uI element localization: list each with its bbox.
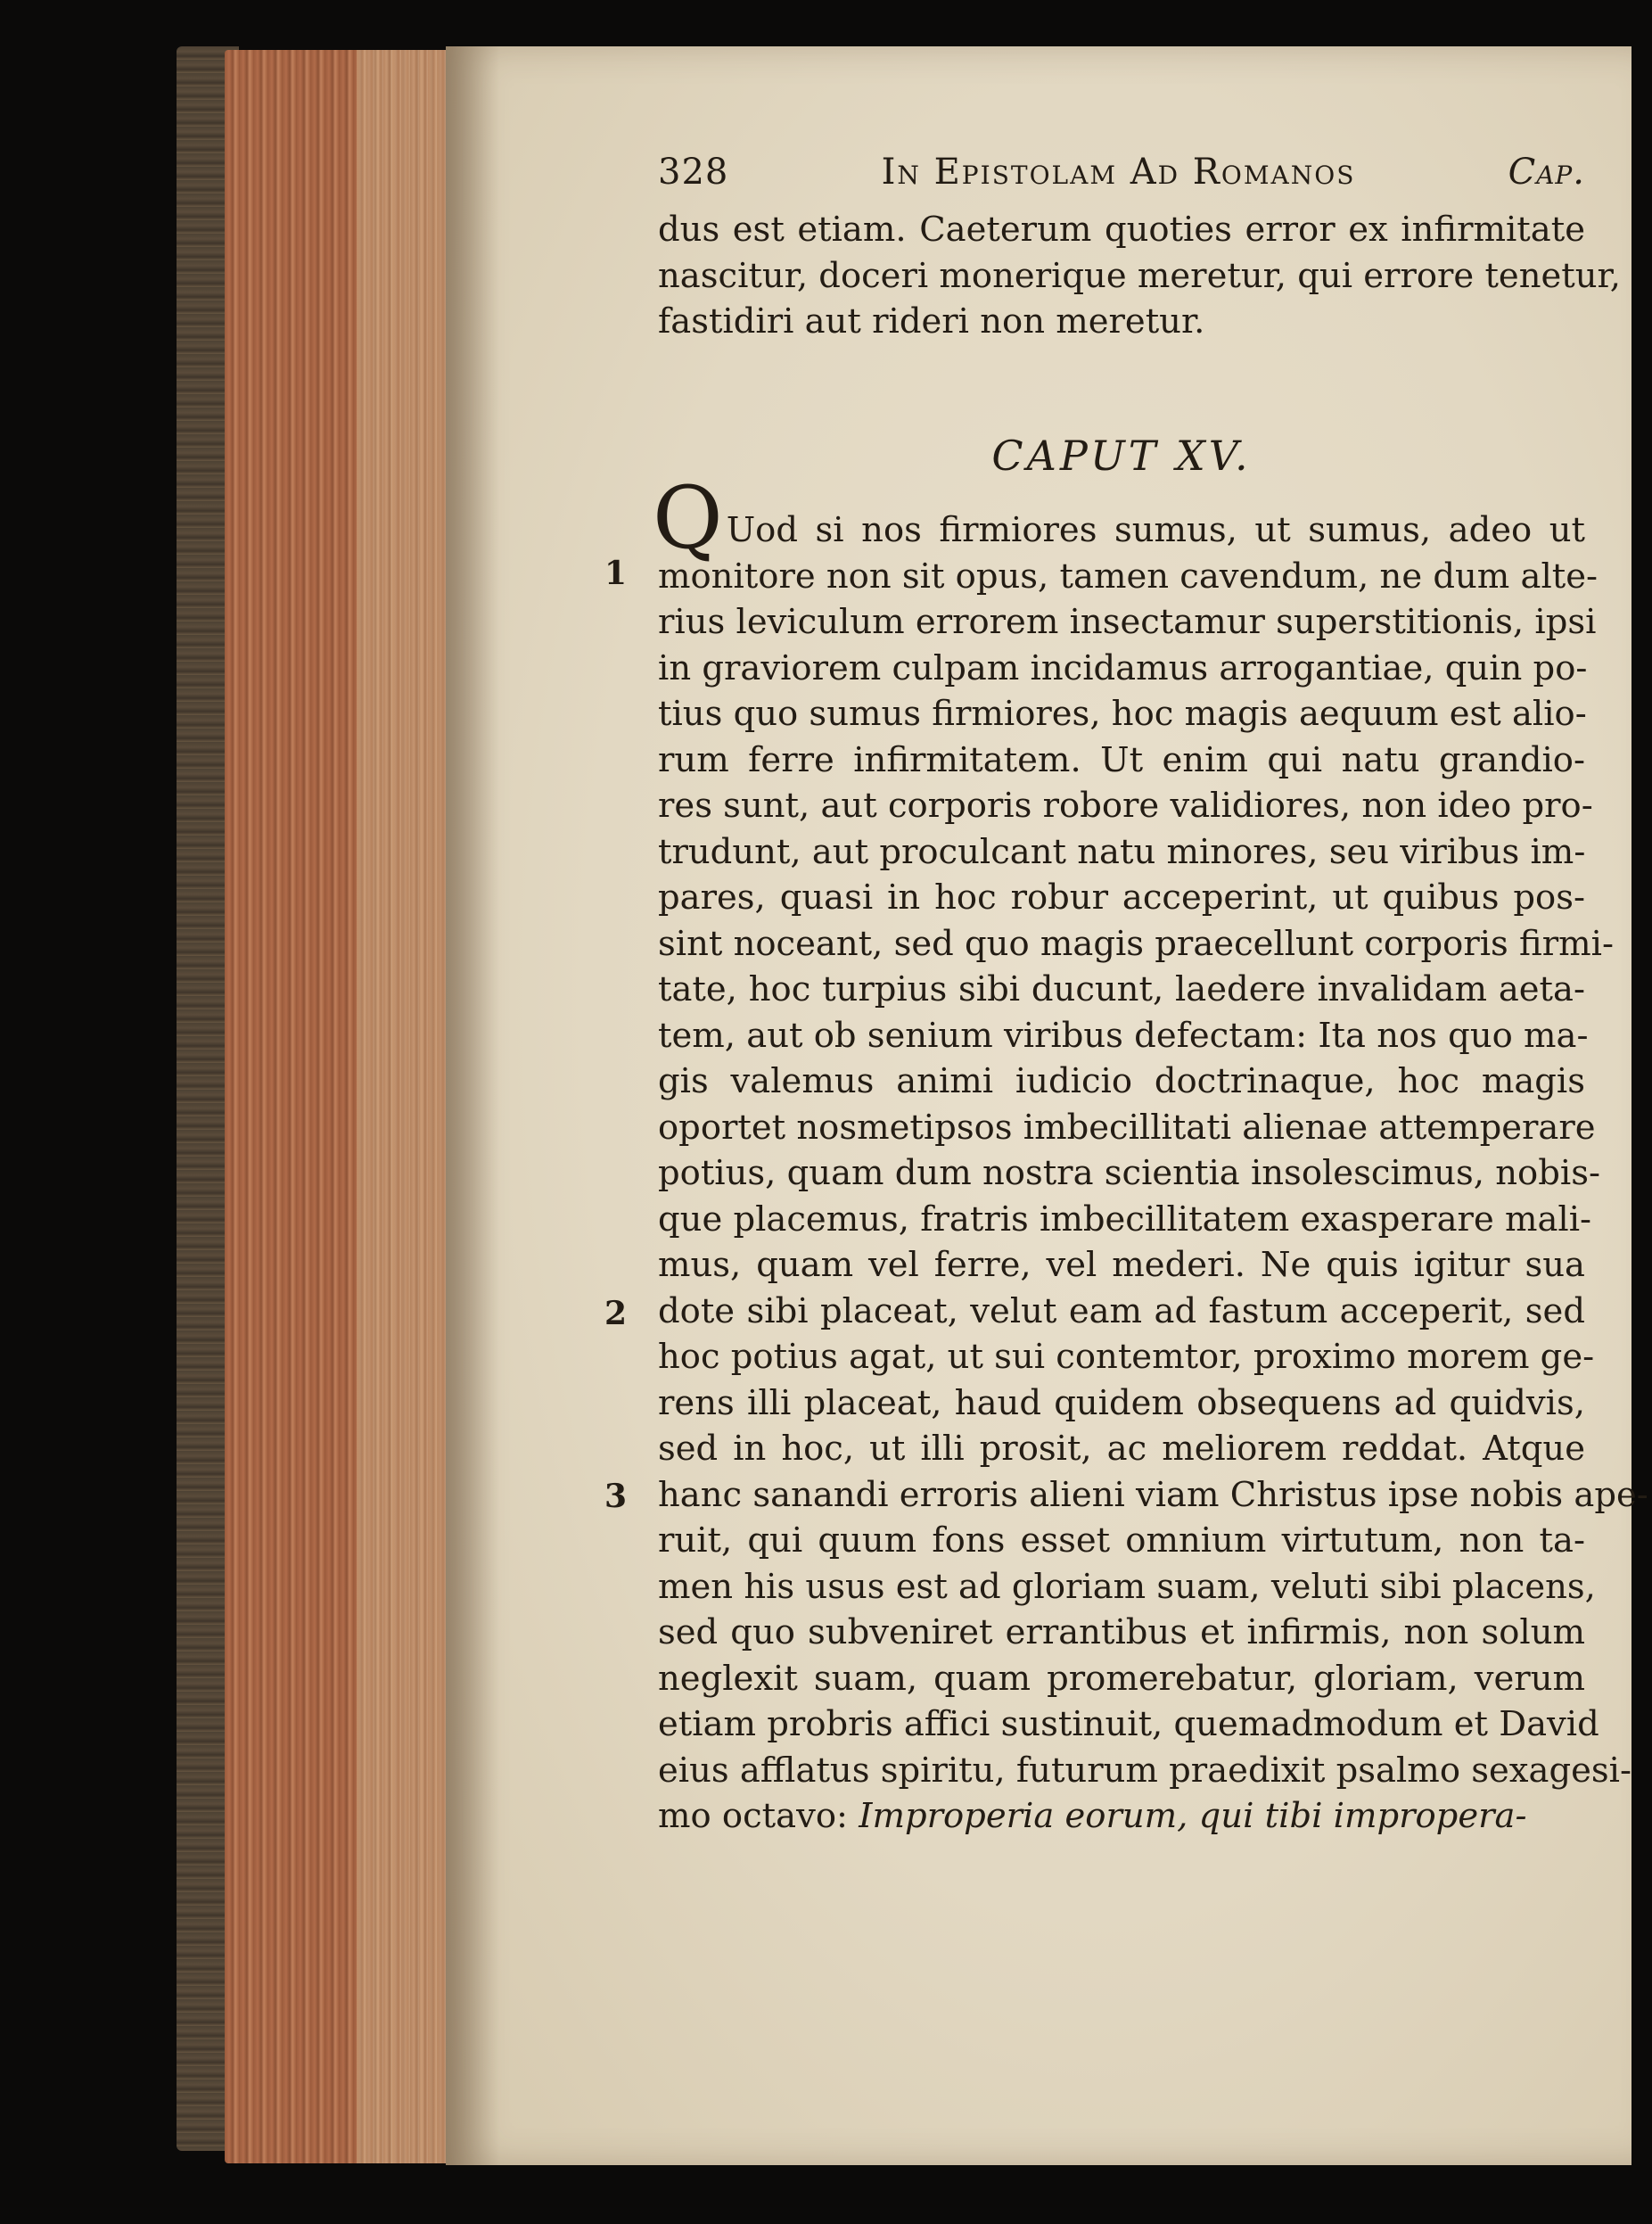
text-line: rens illi placeat, haud quidem obsequens ad quidvis,: [658, 1382, 1585, 1423]
first-line: [653, 467, 1585, 568]
text-line: tem, aut ob senium viribus defectam: Ita nos quo ma-: [658, 1015, 1589, 1056]
first-line-text: Uod si nos firmiores sumus, ut sumus, adeo ut: [726, 510, 1585, 550]
gutter-shadow: [446, 46, 499, 2165]
final-line-italic: Improperia eorum, qui tibi impropera-: [859, 1796, 1527, 1836]
drop-cap: Q: [653, 467, 723, 568]
text-line: trudunt, aut proculcant natu minores, seu viribus im-: [658, 831, 1586, 872]
text-line: dus est etiam. Caeterum quoties error ex infirmitate: [658, 210, 1585, 250]
text-line: oportet nosmetipsos imbecillitati alienae attemperare: [658, 1107, 1596, 1148]
text-line: dote sibi placeat, velut eam ad fastum acceperit, sed: [658, 1290, 1585, 1331]
page-edges-highlight: [357, 50, 449, 2163]
chapter-abbreviation: Cap.: [1508, 152, 1585, 193]
text-line: eius afflatus spiritu, futurum praedixit psalmo sexagesi-: [658, 1750, 1631, 1791]
text-line: fastidiri aut rideri non meretur.: [658, 301, 1205, 342]
text-line: ruit, qui quum fons esset omnium virtutum, non ta-: [658, 1520, 1585, 1561]
body-paragraph: [658, 554, 1648, 1794]
text-line: rum ferre infirmitatem. Ut enim qui natu grandio-: [658, 739, 1585, 780]
text-line: sed quo subveniret errantibus et infirmis, non solum: [658, 1612, 1585, 1652]
final-line-roman: mo octavo:: [658, 1796, 859, 1836]
text-line: men his usus est ad gloriam suam, veluti sibi placens,: [658, 1566, 1596, 1607]
text-line: potius, quam dum nostra scientia insolescimus, nobis-: [658, 1153, 1600, 1193]
text-line: que placemus, fratris imbecillitatem exasperare mali-: [658, 1198, 1592, 1240]
page-text: [653, 152, 1648, 1840]
text-line: sint noceant, sed quo magis praecellunt corporis firmi-: [658, 923, 1614, 964]
text-line: monitore non sit opus, tamen cavendum, ne dum alte-: [658, 556, 1599, 597]
running-title: In Epistolam Ad Romanos: [881, 152, 1356, 193]
text-line: gis valemus animi iudicio doctrinaque, hoc magis: [658, 1061, 1585, 1101]
text-line: tate, hoc turpius sibi ducunt, laedere invalidam aeta-: [658, 969, 1585, 1009]
text-line: etiam probris affici sustinuit, quemadmodum et David: [658, 1704, 1599, 1744]
verse-number-2: 2: [604, 1295, 628, 1332]
chapter-title: CAPUT XV.: [991, 431, 1252, 480]
text-line: rius leviculum errorem insectamur superstitionis, ipsi: [658, 602, 1597, 642]
verse-number-3: 3: [604, 1478, 628, 1515]
text-line: in graviorem culpam incidamus arrogantiae, quin po-: [658, 647, 1588, 688]
verse-number-1: 1: [604, 555, 628, 592]
text-line: mus, quam vel ferre, vel mederi. Ne quis igitur sua: [658, 1245, 1585, 1285]
text-line: pares, quasi in hoc robur acceperint, ut quibus pos-: [658, 877, 1585, 918]
text-line: nascitur, doceri monerique meretur, qui errore tenetur,: [658, 255, 1621, 296]
text-line: sed in hoc, ut illi prosit, ac meliorem reddat. Atque: [658, 1429, 1585, 1469]
page-number: 328: [658, 152, 729, 193]
final-line: [658, 1793, 1585, 1840]
running-head: [658, 152, 1585, 207]
text-line: neglexit suam, quam promerebatur, gloriam, verum: [658, 1658, 1585, 1699]
text-line: res sunt, aut corporis robore validiores, non ideo pro-: [658, 786, 1593, 826]
text-line: tius quo sumus firmiores, hoc magis aequum est alio-: [658, 694, 1587, 734]
text-line: hanc sanandi erroris alieni viam Christus ipse nobis ape-: [658, 1474, 1648, 1515]
text-line: hoc potius agat, ut sui contemtor, proximo morem ge-: [658, 1337, 1595, 1377]
